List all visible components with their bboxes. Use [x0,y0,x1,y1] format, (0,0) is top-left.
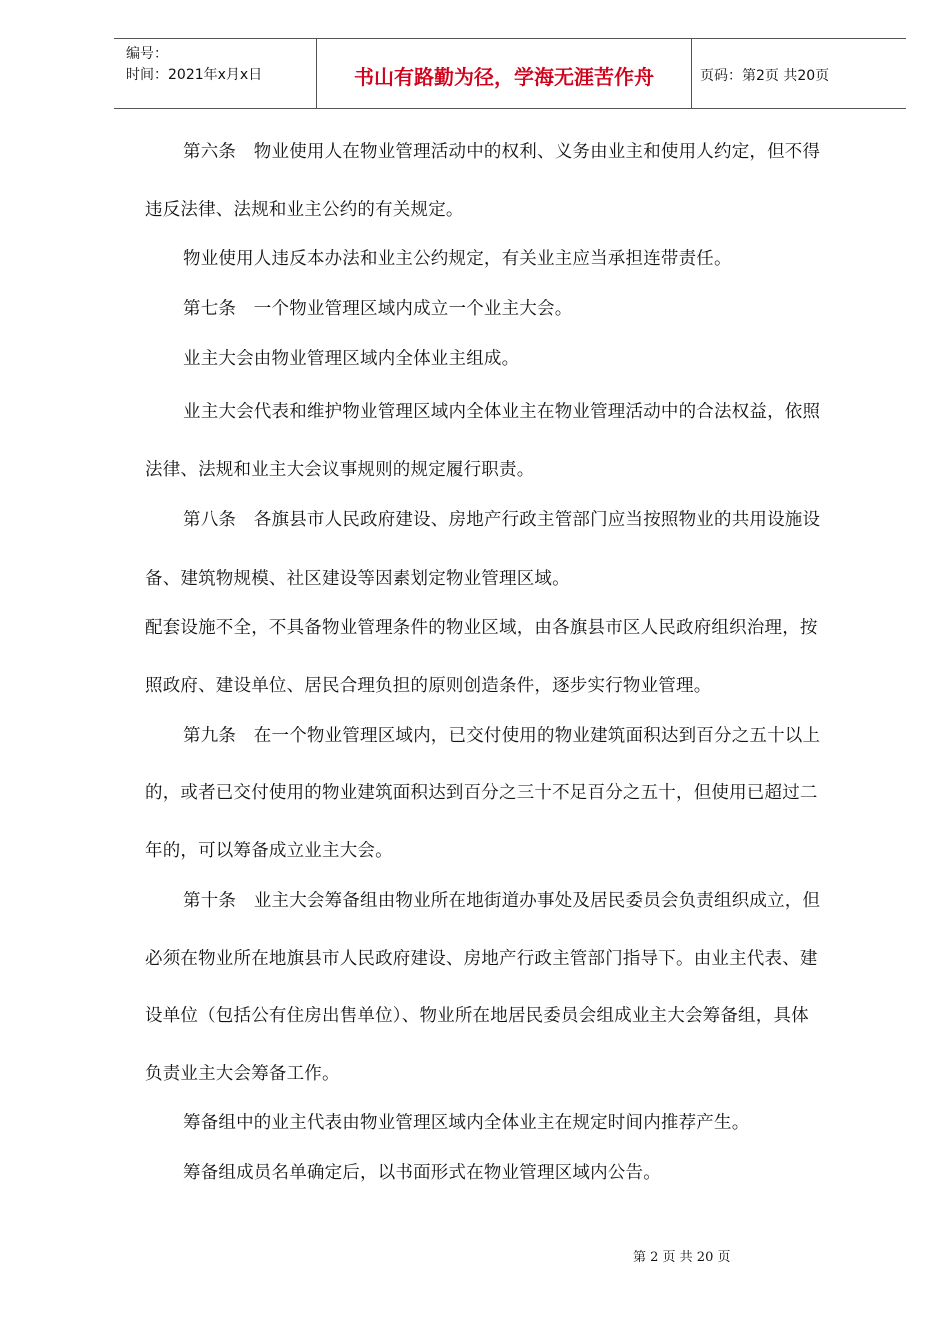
body-line: 负责业主大会筹备工作。 [145,1064,340,1084]
header-motto: 书山有路勤为径，学海无涯苦作舟 [354,65,654,89]
body-line: 第九条 在一个物业管理区域内，已交付使用的物业建筑面积达到百分之五十以上 [183,726,821,746]
header-meta-cell [114,39,316,108]
header-page-cell [691,39,906,108]
body-line: 的，或者已交付使用的物业建筑面积达到百分之三十不足百分之五十，但使用已超过二 [145,783,818,803]
body-line: 第十条 业主大会筹备组由物业所在地街道办事处及居民委员会负责组织成立，但 [183,891,821,911]
body-line: 物业使用人违反本办法和业主公约规定，有关业主应当承担连带责任。 [183,249,732,269]
body-line: 年的，可以筹备成立业主大会。 [145,841,393,861]
body-line: 筹备组成员名单确定后，以书面形式在物业管理区域内公告。 [183,1163,661,1183]
header-motto-cell [316,39,692,108]
page-footer: 第 2 页 共 20 页 [633,1250,731,1265]
header-page-code: 页码：第2页 共20页 [700,68,830,84]
body-line: 必须在物业所在地旗县市人民政府建设、房地产行政主管部门指导下。由业主代表、建 [145,949,818,969]
body-line: 业主大会由物业管理区域内全体业主组成。 [183,349,520,369]
body-line: 备、建筑物规模、社区建设等因素划定物业管理区域。 [145,569,570,589]
body-line: 第七条 一个物业管理区域内成立一个业主大会。 [183,299,573,319]
body-line: 配套设施不全，不具备物业管理条件的物业区域，由各旗县市区人民政府组织治理，按 [145,618,818,638]
body-line: 第八条 各旗县市人民政府建设、房地产行政主管部门应当按照物业的共用设施设 [183,510,821,530]
body-line: 照政府、建设单位、居民合理负担的原则创造条件，逐步实行物业管理。 [145,676,712,696]
body-line: 第六条 物业使用人在物业管理活动中的权利、义务由业主和使用人约定，但不得 [183,142,821,162]
document-time-label: 时间：2021年x月x日 [126,67,263,83]
document-number-label: 编号： [126,46,168,62]
body-line: 设单位（包括公有住房出售单位）、物业所在地居民委员会组成业主大会筹备组，具体 [145,1006,809,1026]
body-line: 违反法律、法规和业主公约的有关规定。 [145,200,464,220]
body-line: 法律、法规和业主大会议事规则的规定履行职责。 [145,460,535,480]
body-line: 筹备组中的业主代表由物业管理区域内全体业主在规定时间内推荐产生。 [183,1113,750,1133]
page-header [114,38,906,109]
body-line: 业主大会代表和维护物业管理区域内全体业主在物业管理活动中的合法权益，依照 [183,402,821,422]
